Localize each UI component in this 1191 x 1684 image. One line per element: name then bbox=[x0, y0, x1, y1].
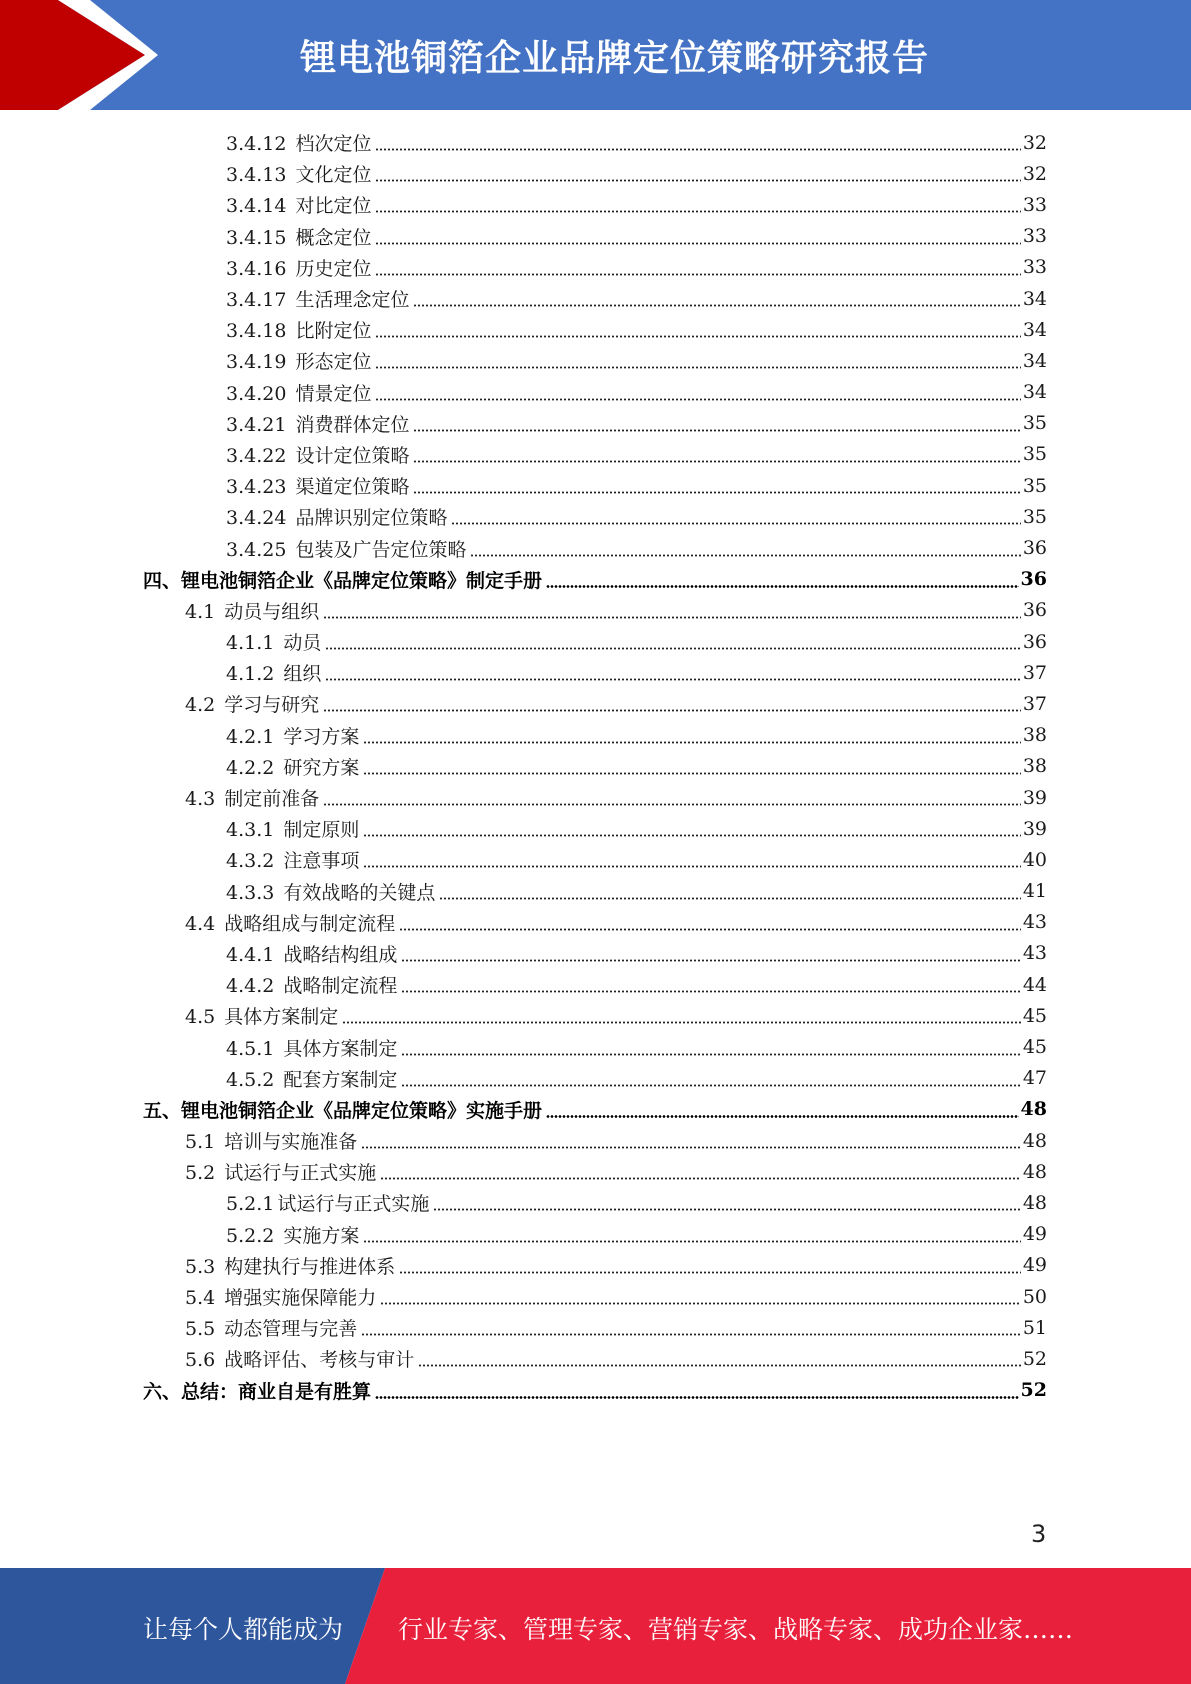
toc-entry[interactable] bbox=[0, 158, 1047, 189]
toc-entry[interactable] bbox=[0, 221, 1047, 252]
toc-entry-page: 35 bbox=[1022, 474, 1047, 497]
toc-entry-page: 38 bbox=[1022, 755, 1047, 778]
toc-entry-text bbox=[226, 659, 325, 686]
toc-entry-page: 44 bbox=[1022, 973, 1047, 996]
toc-entry-page: 32 bbox=[1022, 131, 1047, 154]
toc-entry[interactable] bbox=[0, 813, 1047, 844]
toc-entry-title: 文化定位 bbox=[295, 164, 372, 187]
toc-entry-text bbox=[226, 441, 413, 468]
toc-entry-page: 36 bbox=[1022, 630, 1047, 653]
toc-entry-number: 4.3 bbox=[185, 788, 216, 811]
toc-entry[interactable] bbox=[0, 626, 1047, 657]
toc-entry[interactable] bbox=[0, 564, 1047, 595]
toc-entry-title: 动员 bbox=[283, 632, 322, 655]
toc-entry-title: 情景定位 bbox=[295, 382, 372, 405]
toc-entry-title: 战略结构组成 bbox=[283, 943, 398, 966]
toc-dot-leader bbox=[323, 616, 1021, 619]
toc-entry-page: 43 bbox=[1022, 911, 1047, 934]
toc-entry-number: 3.4.19 bbox=[226, 351, 287, 374]
toc-entry-text bbox=[226, 191, 375, 218]
toc-dot-leader bbox=[380, 1177, 1021, 1180]
toc-dot-leader bbox=[451, 522, 1020, 525]
toc-dot-leader bbox=[375, 148, 1020, 151]
toc-dot-leader bbox=[399, 928, 1021, 931]
toc-entry-number: 4.5.2 bbox=[226, 1068, 275, 1091]
toc-entry-page: 35 bbox=[1022, 412, 1047, 435]
toc-entry[interactable] bbox=[0, 1000, 1047, 1031]
toc-entry-title: 五、锂电池铜箔企业《品牌定位策略》实施手册 bbox=[143, 1099, 543, 1122]
toc-entry-text bbox=[185, 1314, 361, 1341]
toc-entry[interactable] bbox=[0, 1156, 1047, 1187]
toc-entry[interactable] bbox=[0, 1031, 1047, 1062]
toc-entry-title: 四、锂电池铜箔企业《品牌定位策略》制定手册 bbox=[143, 569, 543, 592]
toc-dot-leader bbox=[546, 585, 1019, 588]
header-chevron-decoration bbox=[0, 0, 160, 110]
toc-entry-number: 5.4 bbox=[185, 1287, 216, 1310]
toc-dot-leader bbox=[375, 366, 1020, 369]
toc-entry[interactable] bbox=[0, 782, 1047, 813]
toc-entry-title: 动员与组织 bbox=[224, 600, 320, 623]
page-footer bbox=[0, 1568, 1191, 1684]
toc-entry-page: 43 bbox=[1022, 942, 1047, 965]
toc-entry-text bbox=[185, 1345, 418, 1372]
toc-dot-leader bbox=[401, 1084, 1020, 1087]
toc-entry[interactable] bbox=[0, 1187, 1047, 1218]
toc-entry[interactable] bbox=[0, 283, 1047, 314]
toc-entry[interactable] bbox=[0, 1281, 1047, 1312]
toc-entry-text bbox=[143, 1377, 375, 1404]
toc-entry[interactable] bbox=[0, 876, 1047, 907]
toc-entry-text bbox=[226, 254, 375, 281]
toc-entry-text bbox=[226, 223, 375, 250]
toc-entry-title: 学习与研究 bbox=[224, 694, 320, 717]
toc-entry[interactable] bbox=[0, 720, 1047, 751]
toc-entry[interactable] bbox=[0, 1125, 1047, 1156]
toc-entry-title: 组织 bbox=[283, 663, 322, 686]
toc-entry-number: 5.2.1 bbox=[226, 1193, 275, 1216]
toc-entry-number: 4.3.1 bbox=[226, 819, 275, 842]
toc-entry[interactable] bbox=[0, 408, 1047, 439]
toc-entry-page: 45 bbox=[1022, 1004, 1047, 1027]
toc-entry-title: 历史定位 bbox=[295, 257, 372, 280]
toc-entry-page: 37 bbox=[1022, 661, 1047, 684]
toc-entry-text bbox=[185, 1127, 361, 1154]
toc-entry-number: 5.5 bbox=[185, 1318, 216, 1341]
page-header bbox=[0, 0, 1191, 110]
toc-entry-number: 5.6 bbox=[185, 1349, 216, 1372]
toc-entry-number: 3.4.24 bbox=[226, 507, 287, 530]
toc-entry-text bbox=[185, 1002, 342, 1029]
footer-slogan-right: 行业专家、管理专家、营销专家、战略专家、成功企业家…… bbox=[398, 1615, 1074, 1644]
toc-entry-number: 5.2 bbox=[185, 1162, 216, 1185]
toc-entry[interactable] bbox=[0, 1250, 1047, 1281]
toc-entry-title: 战略评估、考核与审计 bbox=[224, 1349, 415, 1372]
toc-dot-leader bbox=[399, 1271, 1021, 1274]
toc-entry-number: 4.4.2 bbox=[226, 975, 275, 998]
toc-entry[interactable] bbox=[0, 938, 1047, 969]
toc-entry-title: 制定原则 bbox=[283, 819, 360, 842]
toc-entry-text bbox=[226, 1034, 401, 1061]
toc-entry-page: 36 bbox=[1020, 568, 1047, 591]
toc-entry-text bbox=[226, 753, 363, 780]
toc-entry-text bbox=[226, 160, 375, 187]
toc-entry-title: 具体方案制定 bbox=[224, 1006, 339, 1029]
toc-dot-leader bbox=[363, 741, 1020, 744]
toc-entry[interactable] bbox=[0, 470, 1047, 501]
toc-entry-page: 45 bbox=[1022, 1036, 1047, 1059]
toc-dot-leader bbox=[363, 865, 1020, 868]
table-of-contents bbox=[0, 127, 1191, 1406]
toc-dot-leader bbox=[433, 1208, 1020, 1211]
toc-entry-text bbox=[226, 628, 325, 655]
toc-entry-number: 4.5 bbox=[185, 1006, 216, 1029]
toc-entry-page: 33 bbox=[1022, 256, 1047, 279]
toc-entry-title: 研究方案 bbox=[283, 756, 360, 779]
toc-entry-page: 47 bbox=[1022, 1067, 1047, 1090]
toc-entry[interactable] bbox=[0, 439, 1047, 470]
toc-entry-text bbox=[185, 1283, 380, 1310]
toc-entry-title: 培训与实施准备 bbox=[224, 1131, 358, 1154]
toc-entry-number: 4.1 bbox=[185, 600, 216, 623]
toc-entry-page: 48 bbox=[1022, 1191, 1047, 1214]
toc-entry[interactable] bbox=[0, 1312, 1047, 1343]
toc-entry-number: 4.5.1 bbox=[226, 1037, 275, 1060]
toc-entry-text bbox=[226, 846, 363, 873]
toc-entry-page: 37 bbox=[1022, 692, 1047, 715]
toc-dot-leader bbox=[418, 1364, 1021, 1367]
toc-entry-page: 35 bbox=[1022, 505, 1047, 528]
toc-entry-text bbox=[226, 316, 375, 343]
toc-entry-page: 36 bbox=[1022, 599, 1047, 622]
toc-dot-leader bbox=[363, 772, 1020, 775]
toc-entry-number: 3.4.22 bbox=[226, 444, 287, 467]
toc-dot-leader bbox=[375, 210, 1020, 213]
toc-dot-leader bbox=[342, 1021, 1021, 1024]
toc-entry-title: 构建执行与推进体系 bbox=[224, 1255, 396, 1278]
toc-dot-leader bbox=[323, 709, 1021, 712]
toc-dot-leader bbox=[361, 1146, 1021, 1149]
toc-entry[interactable] bbox=[0, 532, 1047, 563]
toc-entry-number: 4.2.1 bbox=[226, 725, 275, 748]
toc-entry[interactable] bbox=[0, 688, 1047, 719]
toc-entry-text bbox=[185, 784, 323, 811]
toc-entry-number: 5.1 bbox=[185, 1131, 216, 1154]
toc-dot-leader bbox=[413, 491, 1020, 494]
toc-dot-leader bbox=[323, 803, 1021, 806]
toc-entry-page: 34 bbox=[1022, 287, 1047, 310]
toc-entry[interactable] bbox=[0, 969, 1047, 1000]
toc-entry[interactable] bbox=[0, 345, 1047, 376]
toc-dot-leader bbox=[363, 1240, 1020, 1243]
toc-entry-number: 3.4.15 bbox=[226, 226, 287, 249]
toc-entry[interactable] bbox=[0, 127, 1047, 158]
toc-entry[interactable] bbox=[0, 1094, 1047, 1125]
toc-dot-leader bbox=[361, 1333, 1021, 1336]
toc-entry-title: 生活理念定位 bbox=[295, 289, 410, 312]
toc-entry-text bbox=[226, 722, 363, 749]
toc-entry-text bbox=[226, 1065, 401, 1092]
toc-entry-title: 六、总结：商业自是有胜算 bbox=[143, 1380, 372, 1403]
toc-entry-number: 3.4.12 bbox=[226, 133, 287, 156]
toc-entry[interactable] bbox=[0, 1343, 1047, 1374]
toc-entry-title: 渠道定位策略 bbox=[295, 476, 410, 499]
toc-entry-title: 具体方案制定 bbox=[283, 1037, 398, 1060]
toc-entry-text bbox=[226, 129, 375, 156]
toc-entry-title: 增强实施保障能力 bbox=[224, 1287, 377, 1310]
toc-entry-title: 比附定位 bbox=[295, 320, 372, 343]
toc-entry-title: 制定前准备 bbox=[224, 788, 320, 811]
toc-entry[interactable] bbox=[0, 751, 1047, 782]
toc-entry-page: 52 bbox=[1022, 1347, 1047, 1370]
toc-dot-leader bbox=[375, 1396, 1019, 1399]
toc-entry-page: 41 bbox=[1022, 880, 1047, 903]
toc-entry-page: 48 bbox=[1020, 1098, 1047, 1121]
toc-dot-leader bbox=[375, 398, 1020, 401]
toc-entry-text bbox=[226, 971, 401, 998]
toc-entry-text bbox=[226, 472, 413, 499]
toc-entry-page: 34 bbox=[1022, 349, 1047, 372]
toc-dot-leader bbox=[325, 678, 1020, 681]
toc-entry-page: 35 bbox=[1022, 443, 1047, 466]
toc-entry-number: 4.4 bbox=[185, 912, 216, 935]
toc-entry-title: 实施方案 bbox=[283, 1224, 360, 1247]
toc-entry-number: 4.3.2 bbox=[226, 850, 275, 873]
toc-entry-text bbox=[226, 1221, 363, 1248]
toc-entry-page: 39 bbox=[1022, 786, 1047, 809]
page-number: 3 bbox=[1031, 1520, 1047, 1548]
toc-entry-text bbox=[226, 285, 413, 312]
toc-entry-number: 3.4.21 bbox=[226, 413, 287, 436]
toc-entry[interactable] bbox=[0, 1063, 1047, 1094]
toc-entry-title: 试运行与正式实施 bbox=[224, 1162, 377, 1185]
toc-entry-title: 设计定位策略 bbox=[295, 444, 410, 467]
toc-entry-page: 33 bbox=[1022, 193, 1047, 216]
toc-entry-text bbox=[185, 909, 399, 936]
toc-entry-page: 36 bbox=[1022, 537, 1047, 560]
toc-entry[interactable] bbox=[0, 314, 1047, 345]
toc-entry[interactable] bbox=[0, 1219, 1047, 1250]
toc-dot-leader bbox=[546, 1115, 1019, 1118]
toc-entry-text bbox=[226, 379, 375, 406]
toc-entry-page: 48 bbox=[1022, 1129, 1047, 1152]
toc-entry-page: 38 bbox=[1022, 724, 1047, 747]
toc-entry[interactable] bbox=[0, 1375, 1047, 1406]
toc-entry-page: 50 bbox=[1022, 1285, 1047, 1308]
toc-entry-number: 3.4.13 bbox=[226, 164, 287, 187]
toc-entry-title: 战略制定流程 bbox=[283, 975, 398, 998]
toc-entry[interactable] bbox=[0, 377, 1047, 408]
toc-dot-leader bbox=[380, 1302, 1021, 1305]
toc-entry-number: 3.4.18 bbox=[226, 320, 287, 343]
toc-entry-number: 3.4.16 bbox=[226, 257, 287, 280]
toc-entry-number: 4.1.2 bbox=[226, 663, 275, 686]
toc-entry[interactable] bbox=[0, 501, 1047, 532]
toc-entry[interactable] bbox=[0, 252, 1047, 283]
toc-entry-number: 3.4.20 bbox=[226, 382, 287, 405]
toc-entry-title: 有效战略的关键点 bbox=[283, 881, 436, 904]
toc-entry-text bbox=[185, 597, 323, 624]
toc-dot-leader bbox=[401, 1053, 1020, 1056]
toc-entry-title: 对比定位 bbox=[295, 195, 372, 218]
toc-entry-title: 战略组成与制定流程 bbox=[224, 912, 396, 935]
toc-entry-text bbox=[185, 1158, 380, 1185]
toc-entry-number: 4.2 bbox=[185, 694, 216, 717]
toc-dot-leader bbox=[375, 335, 1020, 338]
toc-entry-page: 39 bbox=[1022, 817, 1047, 840]
toc-entry-number: 3.4.25 bbox=[226, 538, 287, 561]
toc-dot-leader bbox=[413, 460, 1020, 463]
toc-dot-leader bbox=[401, 990, 1020, 993]
toc-entry-text bbox=[185, 690, 323, 717]
toc-entry-title: 形态定位 bbox=[295, 351, 372, 374]
toc-entry-page: 49 bbox=[1022, 1254, 1047, 1277]
toc-entry-title: 配套方案制定 bbox=[283, 1068, 398, 1091]
toc-entry-page: 32 bbox=[1022, 162, 1047, 185]
toc-entry-number: 4.2.2 bbox=[226, 756, 275, 779]
toc-dot-leader bbox=[470, 554, 1020, 557]
toc-entry-text bbox=[226, 347, 375, 374]
toc-entry-page: 40 bbox=[1022, 848, 1047, 871]
toc-dot-leader bbox=[401, 959, 1020, 962]
toc-entry-number: 5.2.2 bbox=[226, 1224, 275, 1247]
toc-entry-page: 51 bbox=[1022, 1316, 1047, 1339]
toc-entry-number: 4.4.1 bbox=[226, 943, 275, 966]
toc-entry-number: 4.3.3 bbox=[226, 881, 275, 904]
toc-entry-page: 52 bbox=[1020, 1379, 1047, 1402]
toc-entry-text bbox=[226, 940, 401, 967]
toc-dot-leader bbox=[325, 647, 1020, 650]
toc-entry-number: 4.1.1 bbox=[226, 632, 275, 655]
toc-dot-leader bbox=[439, 897, 1020, 900]
toc-entry-text bbox=[226, 503, 451, 530]
toc-entry-page: 49 bbox=[1022, 1223, 1047, 1246]
toc-entry[interactable] bbox=[0, 907, 1047, 938]
toc-entry-number: 3.4.23 bbox=[226, 476, 287, 499]
toc-entry-text bbox=[226, 410, 413, 437]
toc-entry-text bbox=[143, 1096, 546, 1123]
toc-dot-leader bbox=[413, 429, 1020, 432]
toc-entry[interactable] bbox=[0, 595, 1047, 626]
toc-entry-page: 34 bbox=[1022, 381, 1047, 404]
toc-entry-number: 3.4.17 bbox=[226, 289, 287, 312]
toc-entry[interactable] bbox=[0, 844, 1047, 875]
toc-entry[interactable] bbox=[0, 657, 1047, 688]
toc-entry-title: 注意事项 bbox=[283, 850, 360, 873]
toc-dot-leader bbox=[363, 834, 1020, 837]
toc-entry-title: 品牌识别定位策略 bbox=[295, 507, 448, 530]
toc-dot-leader bbox=[375, 179, 1020, 182]
toc-entry-title: 档次定位 bbox=[295, 133, 372, 156]
toc-entry-text bbox=[226, 1189, 433, 1216]
toc-entry-title: 消费群体定位 bbox=[295, 413, 410, 436]
toc-entry-text bbox=[226, 878, 439, 905]
toc-entry-text bbox=[185, 1252, 399, 1279]
toc-entry-number: 5.3 bbox=[185, 1255, 216, 1278]
toc-entry-page: 34 bbox=[1022, 318, 1047, 341]
toc-entry-text bbox=[226, 535, 470, 562]
toc-entry-text bbox=[226, 815, 363, 842]
toc-dot-leader bbox=[375, 273, 1020, 276]
toc-entry[interactable] bbox=[0, 189, 1047, 220]
toc-dot-leader bbox=[375, 242, 1020, 245]
report-title: 锂电池铜箔企业品牌定位策略研究报告 bbox=[300, 38, 930, 79]
toc-entry-title: 学习方案 bbox=[283, 725, 360, 748]
toc-entry-title: 试运行与正式实施 bbox=[277, 1193, 430, 1216]
toc-entry-number: 3.4.14 bbox=[226, 195, 287, 218]
toc-entry-text bbox=[143, 566, 546, 593]
toc-entry-title: 动态管理与完善 bbox=[224, 1318, 358, 1341]
toc-entry-title: 概念定位 bbox=[295, 226, 372, 249]
toc-entry-page: 33 bbox=[1022, 225, 1047, 248]
footer-slogan-left: 让每个人都能成为 bbox=[143, 1615, 344, 1644]
toc-dot-leader bbox=[413, 304, 1020, 307]
toc-entry-title: 包装及广告定位策略 bbox=[295, 538, 467, 561]
toc-entry-page: 48 bbox=[1022, 1160, 1047, 1183]
